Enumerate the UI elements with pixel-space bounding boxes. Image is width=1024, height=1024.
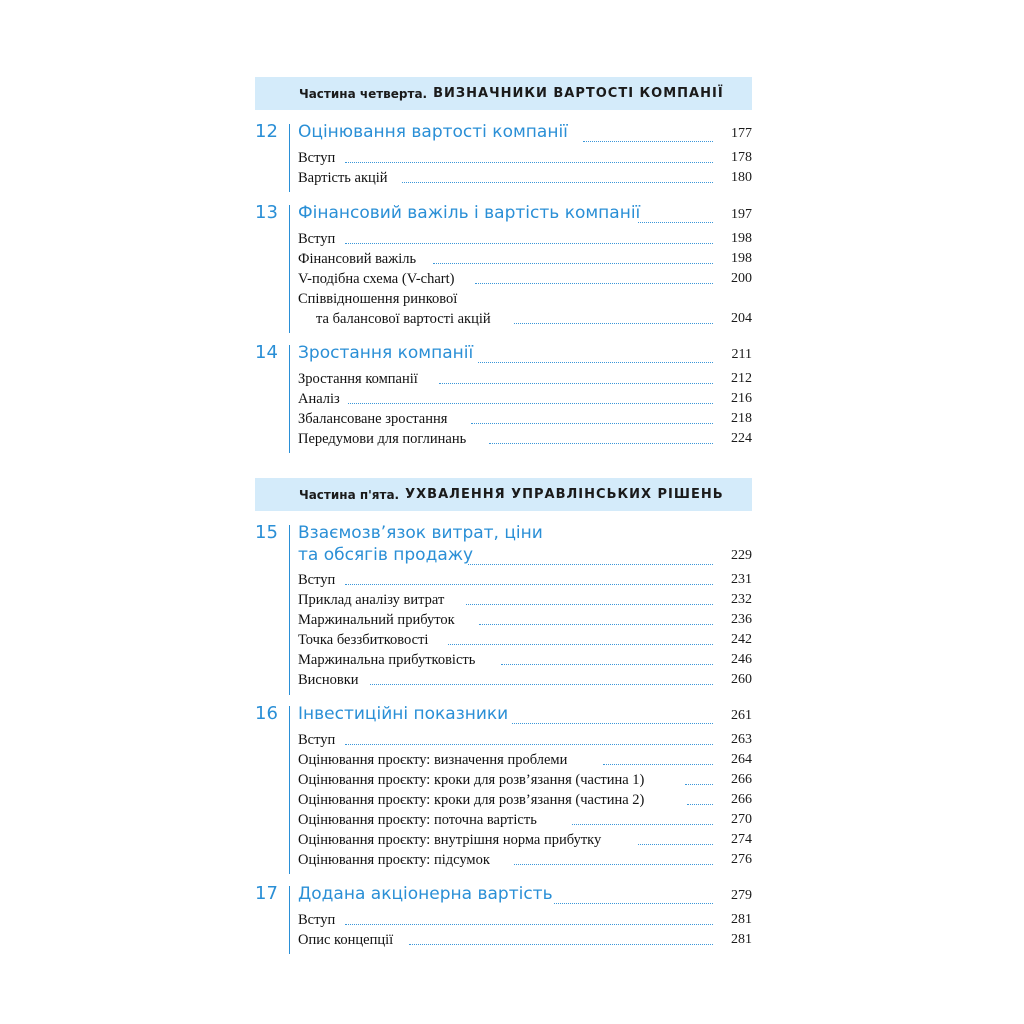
chapter-page: 261 [731,708,752,723]
toc-entry[interactable] [298,610,752,630]
entry-page: 224 [731,431,752,446]
chapter-title-line2: та обсягів продажу [298,545,474,565]
toc-entry[interactable] [298,168,752,188]
entry-title: Вступ [298,231,336,247]
entry-title: Маржинальна прибутковість [298,652,476,668]
entry-title: Оцінювання проєкту: визначення проблеми [298,752,568,768]
leader-dots [439,383,713,384]
chapter-title: Оцінювання вартості компанії [298,122,568,142]
part-title: ВИЗНАЧНИКИ ВАРТОСТІ КОМПАНІЇ [433,86,724,101]
chapter-page: 229 [731,548,752,563]
entry-title: Вступ [298,912,336,928]
leader-dots [514,864,713,865]
chapter-title-line1: Взаємозв’язок витрат, ціни [298,523,543,543]
entry-page: 281 [731,932,752,947]
leader-dots [468,564,713,565]
entry-page: 266 [731,792,752,807]
toc-entry[interactable] [298,289,752,309]
entry-title: Співвідношення ринкової [298,291,458,307]
toc-entry[interactable] [298,148,752,168]
entry-title: Оцінювання проєкту: поточна вартість [298,812,537,828]
chapter-heading[interactable] [298,121,752,143]
entry-page: 242 [731,632,752,647]
entry-title: Оцінювання проєкту: кроки для розв’язання (частина 1) [298,772,645,788]
leader-dots [466,604,713,605]
entry-title: Оцінювання проєкту: внутрішня норма прибутку [298,832,602,848]
leader-dots [554,903,713,904]
leader-dots [583,141,713,142]
entry-title: Вартість акцій [298,170,388,186]
chapter-page: 197 [731,207,752,222]
entry-title: Приклад аналізу витрат [298,592,445,608]
leader-dots [345,162,713,163]
leader-dots [345,584,713,585]
toc-entry[interactable] [298,249,752,269]
toc-entry[interactable] [298,229,752,249]
leader-dots [409,944,713,945]
entry-page: 264 [731,752,752,767]
entry-page: 198 [731,251,752,266]
chapter-number: 12 [255,121,278,142]
entry-page: 178 [731,150,752,165]
chapter-number: 16 [255,703,278,724]
leader-dots [687,804,713,805]
entry-title: Вступ [298,150,336,166]
chapter-title: Фінансовий важіль і вартість компанії [298,203,641,223]
toc-entry[interactable] [298,930,752,950]
leader-dots [475,283,713,284]
chapter-divider-line [289,124,290,192]
toc-entry[interactable] [298,770,752,790]
entry-page: 218 [731,411,752,426]
leader-dots [638,844,713,845]
toc-entry[interactable] [298,810,752,830]
chapter-heading[interactable] [298,202,752,224]
entry-page: 266 [731,772,752,787]
entry-title: Оцінювання проєкту: кроки для розв’язання (частина 2) [298,792,645,808]
chapter-page: 279 [731,888,752,903]
toc-entry[interactable] [298,590,752,610]
chapter-divider-line [289,886,290,954]
leader-dots [345,924,713,925]
leader-dots [471,423,713,424]
toc-entry-continuation[interactable] [298,309,752,329]
leader-dots [370,684,713,685]
entry-title: Збалансоване зростання [298,411,448,427]
entry-title: Аналіз [298,391,340,407]
chapter-number: 14 [255,342,278,363]
entry-page: 270 [731,812,752,827]
entry-title: Точка беззбитковості [298,632,429,648]
leader-dots [348,403,713,404]
entry-page: 274 [731,832,752,847]
entry-title: Фінансовий важіль [298,251,417,267]
entry-page: 216 [731,391,752,406]
toc-entry[interactable] [298,429,752,449]
chapter-number: 13 [255,202,278,223]
leader-dots [448,644,713,645]
toc-entry[interactable] [298,409,752,429]
entry-page: 204 [731,311,752,326]
leader-dots [572,824,713,825]
part-title: УХВАЛЕННЯ УПРАВЛІНСЬКИХ РІШЕНЬ [405,487,724,502]
entry-page: 180 [731,170,752,185]
leader-dots [685,784,713,785]
entry-page: 200 [731,271,752,286]
toc-entry[interactable] [298,830,752,850]
entry-title: V-подібна схема (V-chart) [298,271,455,287]
toc-entry[interactable] [298,850,752,870]
entry-page: 263 [731,732,752,747]
part-header-4 [255,77,752,110]
chapter-page: 211 [731,347,752,362]
entry-page: 246 [731,652,752,667]
entry-page: 212 [731,371,752,386]
chapter-divider-line [289,525,290,695]
leader-dots [512,723,713,724]
toc-entry[interactable] [298,269,752,289]
entry-page: 281 [731,912,752,927]
entry-title: Вступ [298,572,336,588]
chapter-heading[interactable] [298,342,752,364]
toc-entry[interactable] [298,730,752,750]
chapter-heading[interactable] [298,522,752,566]
leader-dots [433,263,713,264]
leader-dots [479,624,713,625]
chapter-heading[interactable] [298,703,752,725]
chapter-divider-line [289,205,290,333]
entry-title: та балансової вартості акцій [316,311,491,327]
entry-page: 231 [731,572,752,587]
entry-title: Передумови для поглинань [298,431,467,447]
leader-dots [638,222,713,223]
leader-dots [489,443,713,444]
chapter-number: 15 [255,522,278,543]
entry-page: 236 [731,612,752,627]
chapter-divider-line [289,706,290,874]
entry-title: Опис концепції [298,932,394,948]
toc-entry[interactable] [298,369,752,389]
entry-title: Оцінювання проєкту: підсумок [298,852,490,868]
entry-title: Зростання компанії [298,371,418,387]
toc-entry[interactable] [298,570,752,590]
toc-entry[interactable] [298,750,752,770]
toc-entry[interactable] [298,910,752,930]
chapter-heading[interactable] [298,883,752,905]
leader-dots [478,362,713,363]
toc-entry[interactable] [298,630,752,650]
entry-title: Маржинальний прибуток [298,612,455,628]
leader-dots [514,323,713,324]
toc-entry[interactable] [298,670,752,690]
leader-dots [402,182,713,183]
toc-entry[interactable] [298,389,752,409]
entry-page: 198 [731,231,752,246]
toc-page [255,0,752,1024]
entry-page: 232 [731,592,752,607]
toc-entry[interactable] [298,650,752,670]
chapter-title: Додана акціонерна вартість [298,884,553,904]
leader-dots [345,744,713,745]
entry-title: Висновки [298,672,359,688]
chapter-page: 177 [731,126,752,141]
leader-dots [345,243,713,244]
leader-dots [603,764,713,765]
part-prefix: Частина четверта. [299,86,428,101]
entry-title: Вступ [298,732,336,748]
chapter-title: Інвестиційні показники [298,704,509,724]
part-header-5 [255,478,752,511]
chapter-title: Зростання компанії [298,343,474,363]
chapter-divider-line [289,345,290,453]
entry-page: 260 [731,672,752,687]
part-prefix: Частина п'ята. [299,487,400,502]
toc-entry[interactable] [298,790,752,810]
chapter-number: 17 [255,883,278,904]
entry-page: 276 [731,852,752,867]
leader-dots [501,664,713,665]
